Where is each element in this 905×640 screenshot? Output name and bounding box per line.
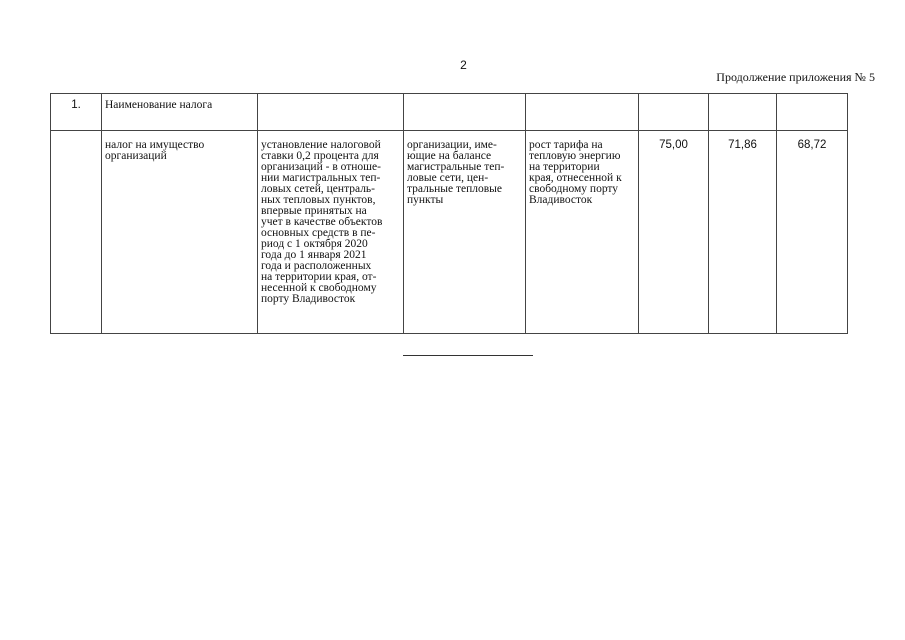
continuation-label: Продолжение приложения № 5	[716, 70, 875, 84]
table-row	[51, 131, 848, 334]
end-divider-line	[403, 355, 533, 356]
value-cell-1: 75,00	[639, 131, 709, 334]
condition-cell: установление налоговой ставки 0,2 процента для организаций - в отноше- нии магистральных теп- ловых сетей, централь- ных тепловых пунктов, впервые принятых на учет в качестве объектов основных средств в пе- риод с 1 октября 2020 года до 1 января 2021 года и расположенных на территории края, от- несенной к свободному порту Владивосток	[258, 131, 404, 334]
goal-cell: рост тарифа на тепловую энергию на территории края, отнесенной к свободному порту Владивосток	[526, 131, 639, 334]
tax-cell: налог на имущество организаций	[102, 131, 258, 334]
value-cell-2: 71,86	[709, 131, 777, 334]
empty-header-cell	[526, 94, 639, 131]
empty-header-cell	[258, 94, 404, 131]
value-cell-3: 68,72	[777, 131, 848, 334]
row-number-cell: 1.	[51, 94, 102, 131]
tax-table	[50, 93, 848, 334]
empty-number-cell	[51, 131, 102, 334]
category-cell: организации, име- ющие на балансе магистральные теп- ловые сети, цен- тральные тепловые пункты	[404, 131, 526, 334]
table-header-row	[51, 94, 848, 131]
empty-header-cell	[777, 94, 848, 131]
empty-header-cell	[404, 94, 526, 131]
empty-header-cell	[639, 94, 709, 131]
page-number: 2	[460, 58, 467, 72]
empty-header-cell	[709, 94, 777, 131]
tax-name-header-cell: Наименование налога	[102, 94, 258, 131]
